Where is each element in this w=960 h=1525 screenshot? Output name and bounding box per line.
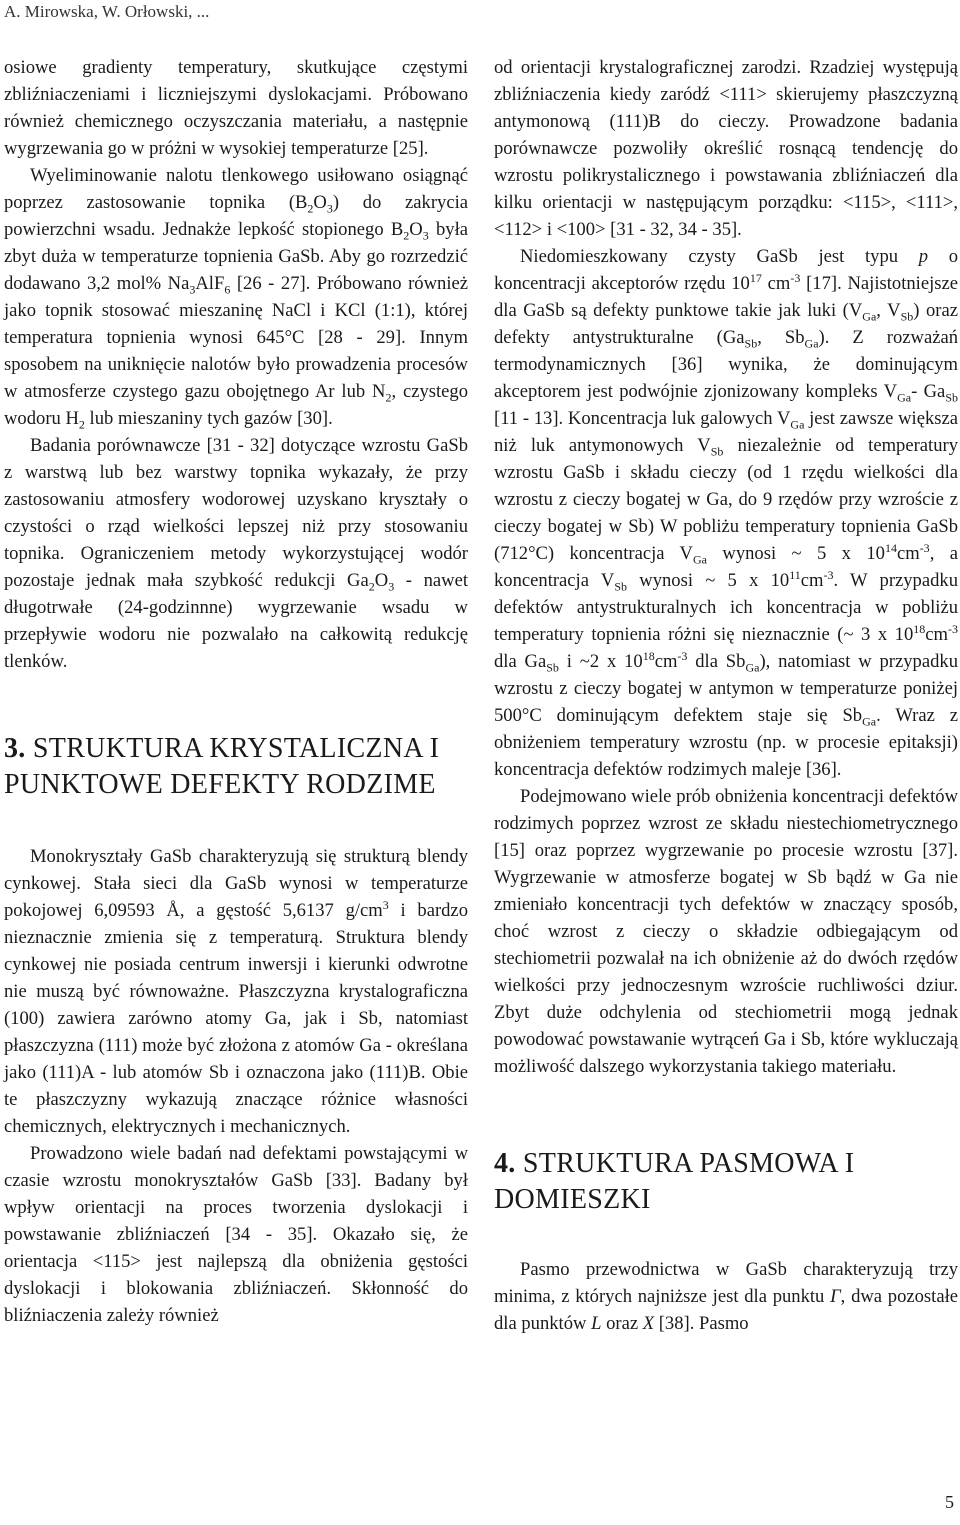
paragraph: Monokryształy GaSb charakteryzują się strukturą blendy cynkowej. Stała sieci dla GaSb wynosi w temperaturze pokojowej 6,09593 Å, a gęstość 5,6137 $g/cm^3$ i bardzo nieznacznie zmienia się z temperaturą. Struktura blendy cynkowej nie posiada centrum inwersji i kierunki odwrotne nie muszą być równoważne. Płaszczyzna krystalograficzna (100) zawiera zarówno atomy Ga, jak i Sb, natomiast płaszczyzna (111) może być złożona z atomów Ga - określana jako (111)A - lub atomów Sb i oznaczona jako (111)B. Obie te płaszczyzny wykazują znaczące różnice własności chemicznych, elektrycznych i mechanicznych. [4,846,468,1137]
paragraph: od orientacji krystalograficznej zarodzi. Rzadziej występują zbliźniaczenia kiedy zaródź <111> skierujemy płaszczyzną antymonową (111)B do cieczy. Prowadzone badania porównawcze pozwoliły określić rosnącą tendencję do wzrostu polikrystalicznego i powstawania zbliźniaczeń dla kilku orientacji w następującym porządku: <115>, <111>, <112> i <100> [31 - 32, 34 - 35]. [494,57,958,240]
section-heading: 4. STRUKTURA PASMOWA I DOMIESZKI [494,1148,855,1215]
paragraph: Wyeliminowanie nalotu tlenkowego usiłowano osiągnąć poprzez zastosowanie topnika $(B_2O_3)$ do zakrycia powierzchni wsadu. Jednakże lepkość stopionego $B_2O_3$ była zbyt duża w temperaturze topnienia GaSb. Aby go rozrzedzić dodawano 3,2 mol% $Na_3AlF_6$ [26 - 27]. Próbowano również jako topnik stosować mieszaninę NaCl i KCl (1:1), której temperatura topnienia wynosi 645°C [28 - 29]. Innym sposobem na uniknięcie nalotów było prowadzenia procesów w atmosferze czystego gazu obojętnego Ar lub $N_2$, czystego wodoru $H_2$ lub mieszaniny tych gazów [30]. [4,165,468,432]
running-head: A. Mirowska, W. Orłowski, ... [4,2,210,21]
paragraph: Podejmowano wiele prób obniżenia koncentracji defektów rodzimych poprzez wzrost ze składu niestechiometrycznego [15] oraz poprzez wygrzewanie po procesie wzrostu [37]. Wygrzewanie w atmosferze bogatej w Sb bądź w Ga nie zmieniało koncentracji tych defektów w znaczący sposób, choć wzrost z cieczy o składzie odbiegającym od stechiometrii pozwalał na ich obniżenie aż do dwóch rzędów wielkości przy jednoczesnym wzroście ruchliwości dziur. Zbyt duże odchylenia od stechiometrii mogą jednak powodować powstawanie wytrąceń Ga i Sb, które wykluczają możliwość dalszego wykorzystania takiego materiału. [494,786,958,1077]
paragraph: Pasmo przewodnictwa w GaSb charakteryzują trzy minima, z których najniższe jest dla punktu Γ, dwa pozostałe dla punktów L oraz X [38]. Pasmo [494,1259,959,1334]
paragraph: Niedomieszkowany czysty GaSb jest typu p o koncentracji akceptorów rzędu $10^{17}$ $cm^{-3}$ [17]. Najistotniejsze dla GaSb są defekty punktowe takie jak luki ($V_{Ga}$, $V_{Sb}$) oraz defekty antystrukturalne ($Ga_{Sb}$, $Sb_{Ga}$). Z rozważań termodynamicznych [36] wynika, że dominującym akceptorem jest podwójnie zjonizowany kompleks $V_{Ga}-$ $Ga_{Sb}$ [11 - 13]. Koncentracja luk galowych $V_{Ga}$ jest zawsze większa niż luk antymonowych $V_{Sb}$ niezależnie od temperatury wzrostu GaSb i składu cieczy (od 1 rzędu wielkości dla wzrostu z cieczy bogatej w Ga, do 9 rzędów przy wzroście z cieczy bogatej w Sb) W pobliżu temperatury topnienia GaSb (712°C) koncentracja $V_{Ga}$ wynosi ~ 5 x $10^{14}cm^{-3}$, a koncentracja $V_{Sb}$ wynosi ~ 5 x $10^{11}cm^{-3}$. W przypadku defektów antystrukturalnych ich koncentracja w pobliżu temperatury topnienia różni się nieznacznie (~ 3 x $10^{18}cm^{-3}$ dla $Ga_{Sb}$ i ~2 x $10^{18}cm^{-3}$ dla $Sb_{Ga}$), natomiast w przypadku wzrostu z cieczy bogatej w antymon w temperaturze poniżej 500°C dominującym defektem staje się $Sb_{Ga}$. Wraz z obniżeniem temperatury wzrostu (np. w procesie epitaksji) koncentracja defektów rodzimych maleje [36]. [494,246,959,780]
right-column [494,54,958,1337]
paragraph: Prowadzono wiele badań nad defektami powstającymi w czasie wzrostu monokryształów GaSb [33]. Badany był wpływ orientacji na proces tworzenia dyslokacji i powstawanie zbliźniaczeń [34 - 35]. Okazało się, że orientacja <115> jest najlepszą dla obniżenia gęstości dyslokacji i blokowania zbliźniaczeń. Skłonność do bliźniaczenia zależy również [4,1143,468,1326]
left-column [4,54,468,1329]
paragraph: Badania porównawcze [31 - 32] dotyczące wzrostu GaSb z warstwą lub bez warstwy topnika wykazały, że przy zastosowaniu atmosfery wodorowej uzyskano kryształy o czystości o rząd wielkości lepszej niż przy stosowaniu topnika. Ograniczeniem metody wykorzystującej wodór pozostaje jednak mała szybkość redukcji $Ga_2O_3$ - nawet długotrwałe (24-godzinnne) wygrzewanie wsadu w przepływie wodoru nie pozwalało na całkowitą redukcję tlenków. [4,435,469,672]
paragraph: osiowe gradienty temperatury, skutkujące częstymi zbliźniaczeniami i liczniejszymi dyslokacjami. Próbowano również chemicznego oczyszczania materiału, a następnie wygrzewania go w próżni w wysokiej temperaturze [25]. [4,57,468,159]
page-number: 5 [945,1492,954,1512]
section-heading: 3. STRUKTURA KRYSTALICZNA I PUNKTOWE DEFEKTY RODZIME [4,733,440,800]
